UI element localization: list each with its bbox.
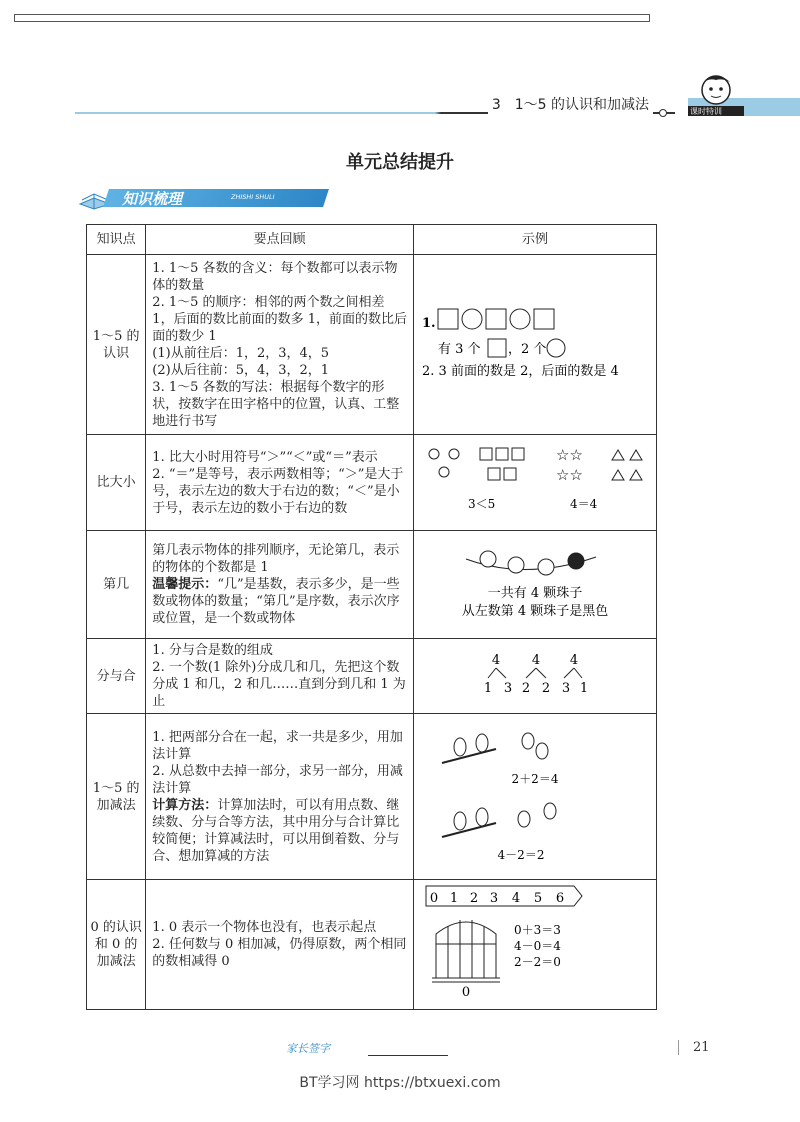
header-rule-dot xyxy=(659,109,667,117)
mascot-badge xyxy=(682,72,800,118)
topic-cell: 分与合 xyxy=(87,639,146,714)
example-cell xyxy=(414,639,657,714)
page-number: 21 xyxy=(678,1040,710,1055)
table-header-row xyxy=(87,225,657,255)
header-topic: 知识点 xyxy=(87,225,146,255)
table-row xyxy=(87,531,657,639)
topic-cell: 1～5 的加减法 xyxy=(87,714,146,880)
shapes-example xyxy=(416,297,654,387)
svg-text:6: 6 xyxy=(555,891,565,906)
svg-text:1.: 1. xyxy=(422,316,436,331)
points-cell xyxy=(146,531,414,639)
table-row xyxy=(87,255,657,435)
svg-text:2. 3 前面的数是 2，后面的数是 4: 2. 3 前面的数是 2，后面的数是 4 xyxy=(422,364,619,379)
header-points: 要点回顾 xyxy=(146,225,414,255)
compare-example xyxy=(416,440,654,520)
svg-text:3: 3 xyxy=(489,891,499,906)
svg-text:0: 0 xyxy=(429,891,439,906)
point: 第几表示物体的排列顺序，无论第几，表示的物体的个数都是 1 xyxy=(152,543,400,575)
beads-example xyxy=(416,537,654,627)
points-cell xyxy=(146,255,414,435)
table-row xyxy=(87,714,657,880)
svg-text:4: 4 xyxy=(491,652,501,668)
point: 1. 分与合是数的组成 xyxy=(152,643,273,658)
topic-cell: 1～5 的认识 xyxy=(87,255,146,435)
table-row xyxy=(87,639,657,714)
point: 2. 任何数与 0 相加减，仍得原数，两个相同的数相减得 0 xyxy=(152,937,407,969)
svg-text:2－2＝0: 2－2＝0 xyxy=(514,955,561,969)
example-cell xyxy=(414,880,657,1010)
method: 计算方法：计算加法时，可以有用点数、继续数、分与合等方法，其中用分与合计算比较简便；计算减法时，可以用倒着数、分与合、想加算减的方法 xyxy=(152,797,400,864)
topic-cell: 第几 xyxy=(87,531,146,639)
svg-text:4: 4 xyxy=(569,652,579,668)
table-row xyxy=(87,435,657,531)
topic-cell: 比大小 xyxy=(87,435,146,531)
point: 1. 把两部分合在一起，求一共是多少，用加法计算 xyxy=(152,729,403,762)
svg-text:有 3 个: 有 3 个 xyxy=(438,342,481,357)
svg-text:5: 5 xyxy=(533,891,543,906)
tip: 温馨提示：“几”是基数，表示多少，是一些数或物体的数量；“第几”是序数，表示次序或位置，是一个数或物体 xyxy=(152,577,400,626)
example-cell xyxy=(414,435,657,531)
svg-text:一共有 4 颗珠子: 一共有 4 颗珠子 xyxy=(487,586,583,601)
svg-text:2: 2 xyxy=(541,680,551,696)
svg-text:0＋3＝3: 0＋3＝3 xyxy=(514,923,561,937)
svg-text:2＋2＝4: 2＋2＝4 xyxy=(511,772,559,786)
point: 2. “＝”是等号，表示两数相等；“＞”是大于号，表示左边的数大于右边的数；“＜”是小于号，表示左边的数小于右边的数 xyxy=(152,466,404,516)
svg-text:☆☆: ☆☆ xyxy=(556,446,583,464)
point: 1. 比大小时用符号“＞”“＜”或“＝”表示 xyxy=(152,449,378,465)
point: 2. 1～5 的顺序：相邻的两个数之间相差 1，后面的数比前面的数多 1，前面的数比后面的数少 1 xyxy=(152,294,407,344)
svg-text:4－2＝2: 4－2＝2 xyxy=(497,848,545,862)
svg-text:3: 3 xyxy=(503,680,513,696)
svg-text:4: 4 xyxy=(511,891,521,906)
svg-text:，2 个: ，2 个 xyxy=(508,342,547,357)
example-cell xyxy=(414,714,657,880)
point: 3. 1～5 各数的写法：根据每个数字的形状，按数字在田字格中的位置，认真、工整地进行书写 xyxy=(152,379,400,429)
svg-text:1: 1 xyxy=(579,680,589,696)
badge-text: 课时特训 xyxy=(690,107,722,116)
points-cell xyxy=(146,714,414,880)
points-cell xyxy=(146,435,414,531)
topic-cell: 0 的认识和 0 的加减法 xyxy=(87,880,146,1010)
svg-text:2: 2 xyxy=(469,891,479,906)
section-banner xyxy=(76,184,326,210)
svg-text:2: 2 xyxy=(521,680,531,696)
points-cell xyxy=(146,639,414,714)
point: 1. 1～5 各数的含义：每个数都可以表示物体的数量 xyxy=(152,260,398,293)
parent-signature xyxy=(286,1040,456,1058)
svg-text:1: 1 xyxy=(483,680,493,696)
page-title: 单元总结提升 xyxy=(346,152,454,173)
svg-text:3: 3 xyxy=(561,680,571,696)
svg-text:0: 0 xyxy=(461,985,471,1000)
birds-example xyxy=(416,719,654,869)
svg-text:4－0＝4: 4－0＝4 xyxy=(514,939,561,953)
point: 2. 一个数(1 除外)分成几和几，先把这个数分成 1 和几，2 和几……直到分到几和 1 为止 xyxy=(152,660,406,709)
section-pinyin: ZHISHI SHULI xyxy=(231,193,275,201)
header-example: 示例 xyxy=(414,225,657,255)
svg-text:☆☆: ☆☆ xyxy=(556,466,583,484)
example-cell xyxy=(414,255,657,435)
point: (2)从后往前：5，4，3，2，1 xyxy=(152,362,330,378)
point: 1. 0 表示一个物体也没有，也表示起点 xyxy=(152,920,377,935)
top-border-bar xyxy=(14,14,650,22)
svg-text:1: 1 xyxy=(449,891,459,906)
signature-line[interactable] xyxy=(368,1055,448,1056)
split-example xyxy=(416,646,654,702)
table-row xyxy=(87,880,657,1010)
point: (1)从前往后：1，2，3，4，5 xyxy=(152,345,330,361)
point: 2. 从总数中去掉一部分，求另一部分，用减法计算 xyxy=(152,763,403,796)
points-cell xyxy=(146,880,414,1010)
zero-example xyxy=(416,882,654,1002)
svg-text:3＜5: 3＜5 xyxy=(468,497,496,511)
signature-label: 家长签字 xyxy=(286,1042,330,1055)
svg-text:4＝4: 4＝4 xyxy=(570,497,598,511)
knowledge-table xyxy=(86,224,657,1010)
svg-text:从左数第 4 颗珠子是黑色: 从左数第 4 颗珠子是黑色 xyxy=(461,604,609,619)
example-cell xyxy=(414,531,657,639)
chapter-title: 3 1～5 的认识和加减法 xyxy=(488,94,653,114)
svg-text:4: 4 xyxy=(531,652,541,668)
chapter-header xyxy=(75,94,675,116)
section-label: 知识梳理 xyxy=(122,190,183,208)
watermark: BT学习网 https://btxuexi.com xyxy=(299,1075,501,1091)
